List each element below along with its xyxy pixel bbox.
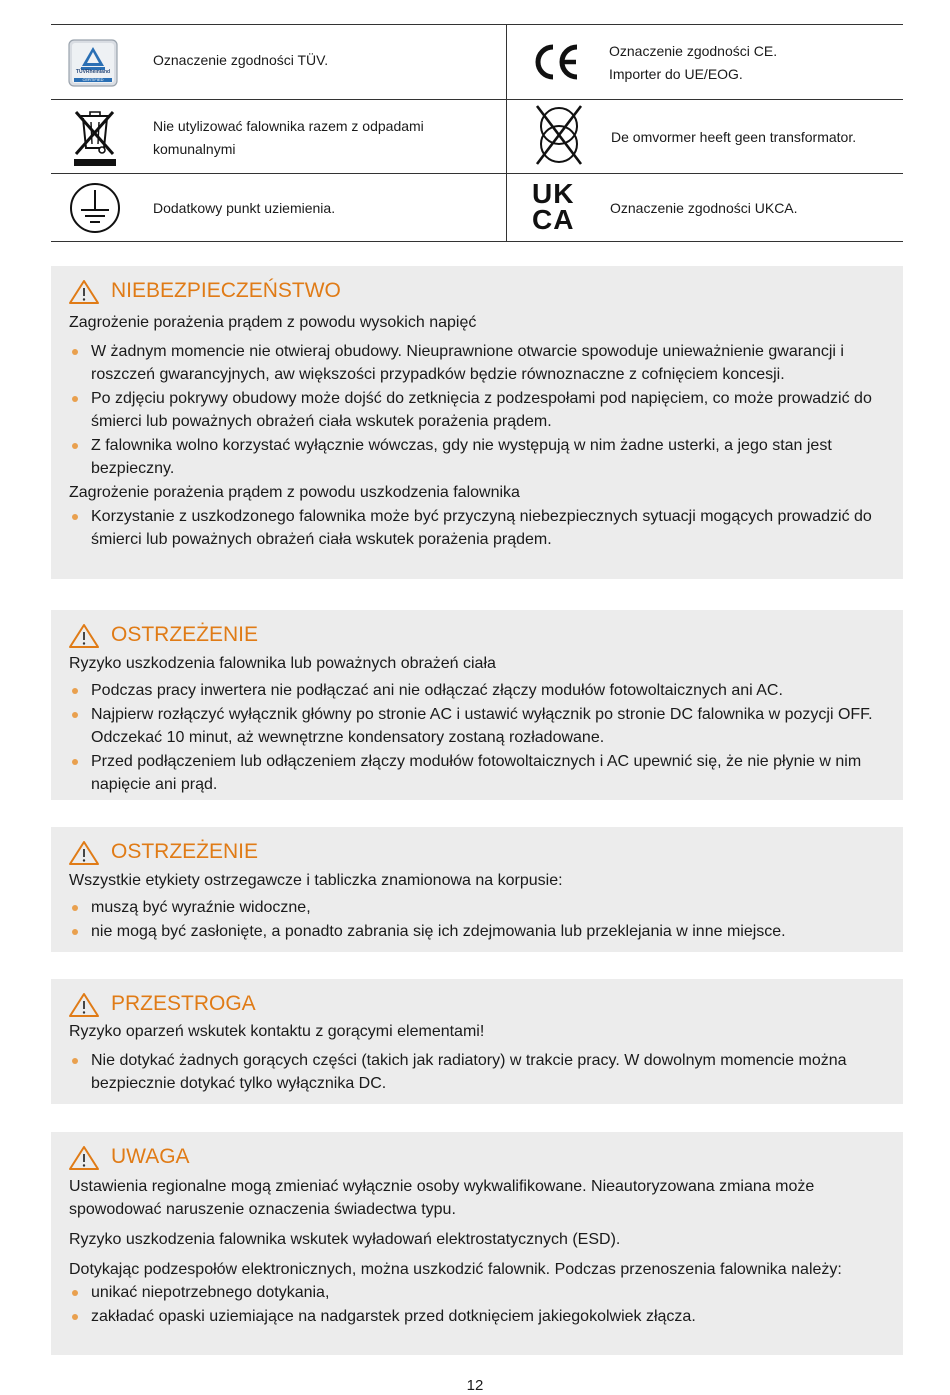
bullet-list	[69, 1049, 901, 1095]
symbol-description: Dodatkowy punkt uziemienia.	[153, 200, 336, 216]
symbol-row-no-transformer	[507, 100, 903, 173]
list-item: Przed podłączeniem lub odłączeniem złączy modułów fotowoltaicznych i AC upewnić się, że nie płynie w nim napięcie ani prąd.	[69, 750, 901, 796]
box-title: OSTRZEŻENIE	[111, 623, 259, 646]
warning-triangle-icon	[68, 279, 100, 305]
caution-box	[51, 979, 903, 1104]
symbol-row-tuv	[51, 25, 506, 99]
page-number: 12	[466, 1377, 484, 1394]
box-paragraph: Dotykając podzespołów elektronicznych, można uszkodzić falownik. Podczas przenoszenia falownika należy:	[69, 1261, 842, 1278]
tuv-certified-icon	[68, 39, 118, 92]
list-item: unikać niepotrzebnego dotykania,	[69, 1281, 901, 1304]
box-content	[69, 869, 901, 944]
bullet-list	[69, 1281, 901, 1328]
symbol-description: De omvormer heeft geen transformator.	[611, 129, 857, 145]
ce-mark-icon	[533, 44, 581, 85]
symbol-row-ground	[51, 174, 506, 241]
symbol-description: Oznaczenie zgodności CE.	[609, 43, 778, 59]
danger-box	[51, 266, 903, 579]
box-paragraph: Ustawienia regionalne mogą zmieniać wyłącznie osoby wykwalifikowane. Nieautoryzowana zmiana może spowodować naruszenie oznaczenia świadectwa typu.	[69, 1178, 815, 1218]
warning-triangle-icon	[68, 992, 100, 1018]
list-item: Po zdjęciu pokrywy obudowy może dojść do zetknięcia z podzespołami pod napięciem, co może prowadzić do śmierci lub poważnych obrażeń ciała wskutek porażenia prądem.	[69, 387, 901, 433]
bullet-list	[69, 505, 901, 551]
ukca-mark-icon	[532, 180, 588, 236]
list-item: W żadnym momencie nie otwieraj obudowy. Nieuprawnione otwarcie spowoduje unieważnienie gwarancji i roszczeń gwarancyjnych, aw większości przypadków będzie równoznaczne z cofnięciem koncesji.	[69, 340, 901, 386]
symbol-description: Oznaczenie zgodności UKCA.	[610, 200, 798, 216]
warning-triangle-icon	[68, 623, 100, 649]
warning-triangle-icon	[68, 1145, 100, 1171]
notice-box	[51, 1132, 903, 1355]
list-item: muszą być wyraźnie widoczne,	[69, 896, 901, 919]
symbol-description: Importer do UE/EOG.	[609, 66, 743, 82]
tuv-logo-text: TÜVRheinland	[75, 69, 111, 75]
box-title: UWAGA	[111, 1145, 190, 1168]
crossed-bin-icon	[71, 102, 119, 173]
list-item: Najpierw rozłączyć wyłącznik główny po stronie AC i ustawić wyłącznik po stronie DC falownika w pozycji OFF. Odczekać 10 minut, aż wewnętrzne kondensatory zostaną rozładowane.	[69, 703, 901, 749]
symbol-description: komunalnymi	[153, 141, 236, 157]
symbol-row-weee	[51, 100, 506, 173]
warning-box	[51, 827, 903, 952]
box-content	[69, 652, 901, 797]
box-heading: Zagrożenie porażenia prądem z powodu wysokich napięć	[69, 314, 477, 331]
list-item: zakładać opaski uziemiające na nadgarstek przed dotknięciem jakiegokolwiek złącza.	[69, 1305, 901, 1328]
box-content	[69, 1020, 901, 1096]
box-paragraph: Ryzyko uszkodzenia falownika wskutek wyładowań elektrostatycznych (ESD).	[69, 1231, 621, 1248]
bullet-list	[69, 896, 901, 943]
bullet-list	[69, 679, 901, 796]
tuv-logo-subtext: CERTIFIED	[82, 77, 104, 82]
list-item: nie mogą być zasłonięte, a ponadto zabrania się ich zdejmowania lub przeklejania w inne miejsce.	[69, 920, 901, 943]
no-transformer-icon	[531, 102, 587, 173]
ukca-logo-top: UK	[532, 178, 575, 209]
list-item: Nie dotykać żadnych gorących części (takich jak radiatory) w trakcie pracy. W dowolnym momencie można bezpiecznie dotykać tylko wyłącznika DC.	[69, 1049, 901, 1095]
list-item: Podczas pracy inwertera nie podłączać ani nie odłączać złączy modułów fotowoltaicznych ani AC.	[69, 679, 901, 702]
symbol-description: Nie utylizować falownika razem z odpadami	[153, 118, 424, 134]
list-item: Z falownika wolno korzystać wyłącznie wówczas, gdy nie występują w nim żadne usterki, a jego stan jest bezpieczny.	[69, 434, 901, 480]
box-heading: Ryzyko oparzeń wskutek kontaktu z gorącymi elementami!	[69, 1023, 485, 1040]
bullet-list	[69, 340, 901, 480]
box-heading: Wszystkie etykiety ostrzegawcze i tabliczka znamionowa na korpusie:	[69, 872, 563, 889]
box-heading: Zagrożenie porażenia prądem z powodu uszkodzenia falownika	[69, 484, 520, 501]
list-item: Korzystanie z uszkodzonego falownika może być przyczyną niebezpiecznych sytuacji mogących prowadzić do śmierci lub poważnych obrażeń ciała wskutek porażenia prądem.	[69, 505, 901, 551]
warning-box	[51, 610, 903, 800]
warning-triangle-icon	[68, 840, 100, 866]
box-title: OSTRZEŻENIE	[111, 840, 259, 863]
box-title: NIEBEZPIECZEŃSTWO	[111, 279, 341, 302]
symbol-row-ukca	[507, 174, 903, 241]
ground-icon	[69, 182, 121, 239]
symbol-description: Oznaczenie zgodności TÜV.	[153, 52, 329, 68]
box-content	[69, 311, 901, 552]
box-heading: Ryzyko uszkodzenia falownika lub poważnych obrażeń ciała	[69, 655, 496, 672]
box-content	[69, 1175, 901, 1329]
symbol-row-ce	[507, 25, 903, 99]
symbol-table	[51, 24, 903, 242]
ukca-logo-bottom: CA	[532, 204, 575, 235]
box-title: PRZESTROGA	[111, 992, 256, 1015]
